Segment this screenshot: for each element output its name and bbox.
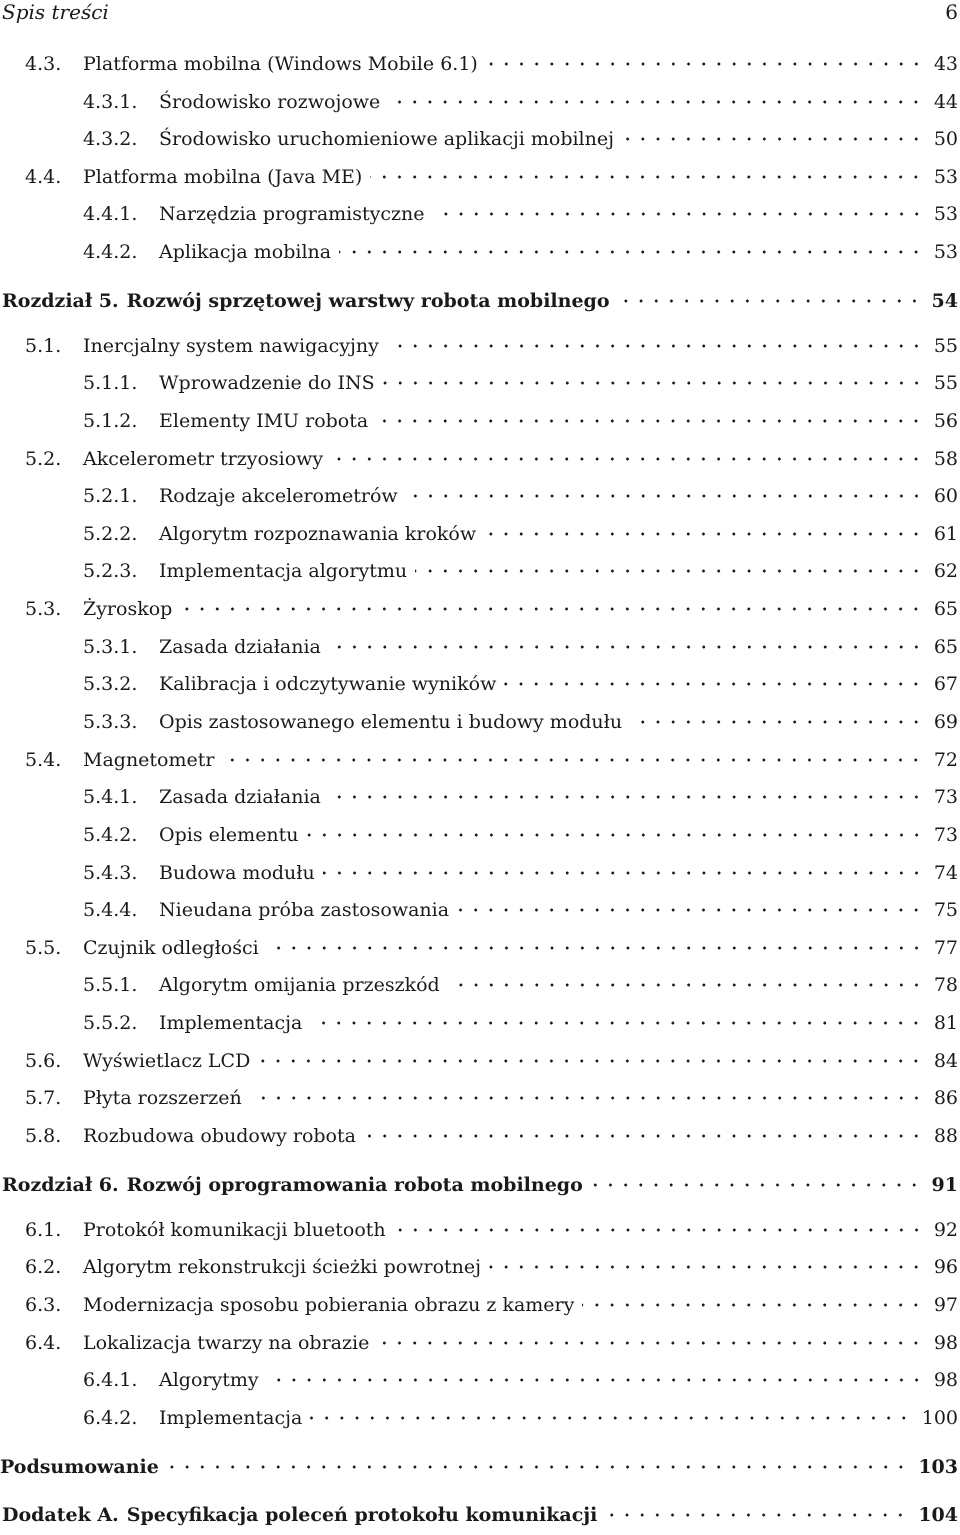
toc-entry[interactable] (0, 702, 958, 733)
dot-leader (376, 401, 924, 427)
toc-entry-number: 6.3. (25, 1294, 62, 1316)
toc-entry-page-number: 56 (933, 410, 958, 432)
toc-entry-number: 5.1. (25, 335, 62, 357)
toc-entry-page-number: 81 (933, 1012, 958, 1034)
toc-entry[interactable] (0, 1041, 958, 1072)
toc-entry-title: Algorytm omijania przeszkód (159, 974, 440, 996)
toc-entry-title: Modernizacja sposobu pobierania obrazu z kamery (83, 1294, 575, 1316)
toc-entry-title: Lokalizacja twarzy na obrazie (83, 1332, 370, 1354)
toc-entry-title: Kalibracja i odczytywanie wyników (159, 673, 497, 695)
dot-leader (582, 1285, 923, 1311)
toc-chapter-entry[interactable] (0, 1165, 958, 1196)
toc-entry-page-number: 75 (933, 899, 958, 921)
dot-leader (370, 157, 923, 183)
toc-entry-title: Specyfikacja poleceń protokołu komunikacji (126, 1504, 598, 1526)
toc-entry-number: 5.6. (25, 1050, 62, 1072)
dot-leader (364, 1116, 924, 1142)
dot-leader (267, 928, 924, 954)
dot-leader (387, 326, 924, 352)
toc-entry-title: Implementacja algorytmu (159, 560, 408, 582)
toc-chapter-entry[interactable] (0, 1495, 958, 1526)
toc-entry-title: Środowisko uruchomieniowe aplikacji mobilnej (159, 128, 615, 150)
toc-entry-number: 5.2. (25, 448, 62, 470)
toc-entry[interactable] (0, 1116, 958, 1147)
toc-entry-title: Platforma mobilna (Windows Mobile 6.1) (83, 53, 478, 75)
dot-leader (489, 1247, 924, 1273)
toc-entry-page-number: 97 (933, 1294, 958, 1316)
dot-leader (331, 439, 924, 465)
toc-entry-number: 5.5. (25, 937, 62, 959)
toc-entry-number: 5.3.3. (83, 711, 138, 733)
toc-entry-page-number: 92 (933, 1219, 958, 1241)
toc-entry-number: 6.4.2. (83, 1407, 138, 1429)
toc-entry[interactable] (0, 1210, 958, 1241)
toc-entry-number: 6.2. (25, 1256, 62, 1278)
toc-entry-title: Rozwój sprzętowej warstwy robota mobilnego (126, 290, 610, 312)
toc-entry[interactable] (0, 777, 958, 808)
toc-entry-number: 5.8. (25, 1125, 62, 1147)
toc-entry-page-number: 50 (933, 128, 958, 150)
dot-leader (415, 551, 924, 577)
toc-entry-title: Środowisko rozwojowe (159, 91, 381, 113)
toc-entry-number: 5.7. (25, 1087, 62, 1109)
toc-entry-title: Zasada działania (159, 786, 321, 808)
toc-entry-number: 4.4.2. (83, 241, 138, 263)
toc-entry[interactable] (0, 44, 958, 75)
dot-leader (250, 1078, 924, 1104)
toc-entry-page-number: 62 (933, 560, 958, 582)
toc-entry-title: Algorytm rekonstrukcji ścieżki powrotnej (83, 1256, 482, 1278)
toc-entry-page-number: 91 (931, 1174, 958, 1196)
toc-entry[interactable] (0, 890, 958, 921)
toc-entry-page-number: 58 (933, 448, 958, 470)
toc-entry[interactable] (0, 589, 958, 620)
dot-leader (383, 363, 924, 389)
toc-entry-number: 6.1. (25, 1219, 62, 1241)
toc-entry[interactable] (0, 363, 958, 394)
dot-leader (222, 740, 923, 766)
toc-entry-number: 5.4. (25, 749, 62, 771)
toc-entry-page-number: 54 (931, 290, 958, 312)
toc-entry-title: Wyświetlacz LCD (83, 1050, 251, 1072)
toc-entry[interactable] (0, 326, 958, 357)
toc-entry-number: 5.4.4. (83, 899, 138, 921)
dot-leader (448, 965, 924, 991)
toc-entry-number: 5.4.1. (83, 786, 138, 808)
toc-entry-page-number: 53 (933, 241, 958, 263)
dot-leader (310, 1398, 911, 1424)
toc-entry-page-number: 74 (933, 862, 958, 884)
dot-leader (329, 777, 924, 803)
toc-entry-title: Akcelerometr trzyosiowy (83, 448, 324, 470)
dot-leader (267, 1360, 924, 1386)
toc-entry-number: 5.1.1. (83, 372, 138, 394)
toc-entry-page-number: 53 (933, 203, 958, 225)
toc-entry-title: Aplikacja mobilna (159, 241, 332, 263)
toc-entry-title: Opis elementu (159, 824, 299, 846)
toc-entry-page-number: 100 (921, 1407, 958, 1429)
toc-entry[interactable] (0, 1078, 958, 1109)
toc-entry-page-number: 84 (933, 1050, 958, 1072)
toc-entry[interactable] (0, 157, 958, 188)
dot-leader (457, 890, 924, 916)
toc-entry-number: 5.1.2. (83, 410, 138, 432)
toc-entry-title: Rozwój oprogramowania robota mobilnego (126, 1174, 583, 1196)
dot-leader (433, 194, 924, 220)
dot-leader (258, 1041, 924, 1067)
toc-entry-page-number: 65 (933, 636, 958, 658)
dot-leader (406, 476, 924, 502)
toc-entry[interactable] (0, 853, 958, 884)
toc-entry-page-number: 98 (933, 1369, 958, 1391)
toc-entry-number: 4.4.1. (83, 203, 138, 225)
toc-entry[interactable] (0, 1323, 958, 1354)
toc-entry-title: Algorytmy (159, 1369, 259, 1391)
toc-entry-number: 5.2.2. (83, 523, 138, 545)
toc-entry-title: Budowa modułu (159, 862, 315, 884)
dot-leader (593, 1165, 922, 1191)
toc-entry[interactable] (0, 928, 958, 959)
toc-entry[interactable] (0, 1360, 958, 1391)
toc-chapter-entry[interactable] (0, 1447, 958, 1478)
dot-leader (310, 1003, 923, 1029)
toc-entry-title: Nieudana próba zastosowania (159, 899, 450, 921)
toc-entry-title: Implementacja (159, 1407, 303, 1429)
toc-entry-number: Rozdział 6. (2, 1174, 119, 1196)
toc-entry[interactable] (0, 740, 958, 771)
toc-entry-number: 5.5.2. (83, 1012, 138, 1034)
toc-entry[interactable] (0, 815, 958, 846)
dot-leader (307, 815, 924, 841)
dot-leader (394, 1210, 924, 1236)
toc-chapter-entry[interactable] (0, 281, 958, 312)
toc-entry[interactable] (0, 514, 958, 545)
toc-entry-title: Implementacja (159, 1012, 303, 1034)
toc-entry-page-number: 61 (933, 523, 958, 545)
dot-leader (486, 44, 924, 70)
dot-leader (622, 119, 924, 145)
toc-entry-title: Opis zastosowanego elementu i budowy modułu (159, 711, 623, 733)
toc-entry-page-number: 77 (933, 937, 958, 959)
toc-entry-page-number: 73 (933, 786, 958, 808)
toc-entry-page-number: 67 (933, 673, 958, 695)
toc-entry-number: 5.4.2. (83, 824, 138, 846)
toc-entry-title: Rodzaje akcelerometrów (159, 485, 398, 507)
dot-leader (377, 1323, 923, 1349)
toc-entry-page-number: 88 (933, 1125, 958, 1147)
toc-entry-title: Narzędzia programistyczne (159, 203, 425, 225)
toc-entry[interactable] (0, 401, 958, 432)
toc-entry-page-number: 53 (933, 166, 958, 188)
toc-entry-number: 5.3.1. (83, 636, 138, 658)
toc-entry[interactable] (0, 232, 958, 263)
running-header-page-number: 6 (945, 0, 958, 24)
dot-leader (630, 702, 924, 728)
running-header-title: Spis treści (2, 0, 109, 24)
toc-entry[interactable] (0, 82, 958, 113)
toc-entry-number: Dodatek A. (2, 1504, 119, 1526)
toc-entry-number: 4.3. (25, 53, 62, 75)
toc-entry-page-number: 44 (933, 91, 958, 113)
toc-entry[interactable] (0, 664, 958, 695)
toc-entry-page-number: 104 (918, 1504, 958, 1526)
dot-leader (323, 853, 924, 879)
dot-leader (504, 664, 923, 690)
toc-entry-page-number: 55 (933, 335, 958, 357)
dot-leader (180, 589, 923, 615)
toc-entry[interactable] (0, 119, 958, 150)
toc-entry-page-number: 86 (933, 1087, 958, 1109)
toc-entry-page-number: 72 (933, 749, 958, 771)
toc-entry[interactable] (0, 551, 958, 582)
toc-entry-page-number: 103 (918, 1456, 958, 1478)
toc-entry-page-number: 65 (933, 598, 958, 620)
dot-leader (339, 232, 924, 258)
toc-entry-title: Wprowadzenie do INS (159, 372, 375, 394)
dot-leader (329, 627, 924, 653)
toc-entry-page-number: 69 (933, 711, 958, 733)
toc-entry-page-number: 55 (933, 372, 958, 394)
toc-entry-number: 5.2.1. (83, 485, 138, 507)
toc-entry-page-number: 73 (933, 824, 958, 846)
toc-entry-number: 4.3.2. (83, 128, 138, 150)
toc-entry-number: 5.2.3. (83, 560, 138, 582)
toc-entry[interactable] (0, 1285, 958, 1316)
toc-entry-page-number: 98 (933, 1332, 958, 1354)
toc-entry-number: 6.4. (25, 1332, 62, 1354)
toc-entry-title: Czujnik odległości (83, 937, 259, 959)
toc-entry[interactable] (0, 1003, 958, 1034)
dot-leader (169, 1447, 909, 1473)
toc-entry[interactable] (0, 627, 958, 658)
toc-entry[interactable] (0, 1398, 958, 1429)
toc-entry-number: 4.4. (25, 166, 62, 188)
running-header (0, 0, 960, 26)
toc-entry-title: Magnetometr (83, 749, 215, 771)
toc-entry[interactable] (0, 439, 958, 470)
toc-entry-page-number: 78 (933, 974, 958, 996)
toc-entry-title: Algorytm rozpoznawania kroków (159, 523, 477, 545)
toc-entry-number: Rozdział 5. (2, 290, 119, 312)
toc-entry-title: Podsumowanie (0, 1456, 159, 1478)
toc-entry-number: 4.3.1. (83, 91, 138, 113)
toc-entry-title: Elementy IMU robota (159, 410, 369, 432)
toc-entry-title: Protokół komunikacji bluetooth (83, 1219, 386, 1241)
toc-entry-number: 5.3. (25, 598, 62, 620)
toc-entry-title: Rozbudowa obudowy robota (83, 1125, 356, 1147)
toc-entry[interactable] (0, 476, 958, 507)
dot-leader (388, 82, 924, 108)
toc-entry[interactable] (0, 194, 958, 225)
dot-leader (620, 281, 922, 307)
toc-entry-page-number: 96 (933, 1256, 958, 1278)
toc-entry[interactable] (0, 965, 958, 996)
toc-entry-number: 5.4.3. (83, 862, 138, 884)
toc-entry[interactable] (0, 1247, 958, 1278)
toc-entry-title: Żyroskop (83, 598, 173, 620)
toc-entry-page-number: 60 (933, 485, 958, 507)
toc-entry-number: 5.3.2. (83, 673, 138, 695)
toc-entry-title: Inercjalny system nawigacyjny (83, 335, 379, 357)
toc-entry-title: Płyta rozszerzeń (83, 1087, 242, 1109)
toc-entry-number: 6.4.1. (83, 1369, 138, 1391)
toc-entry-title: Zasada działania (159, 636, 321, 658)
dot-leader (607, 1495, 908, 1521)
toc-entry-number: 5.5.1. (83, 974, 138, 996)
toc-entry-page-number: 43 (933, 53, 958, 75)
dot-leader (484, 514, 924, 540)
toc-entry-title: Platforma mobilna (Java ME) (83, 166, 363, 188)
